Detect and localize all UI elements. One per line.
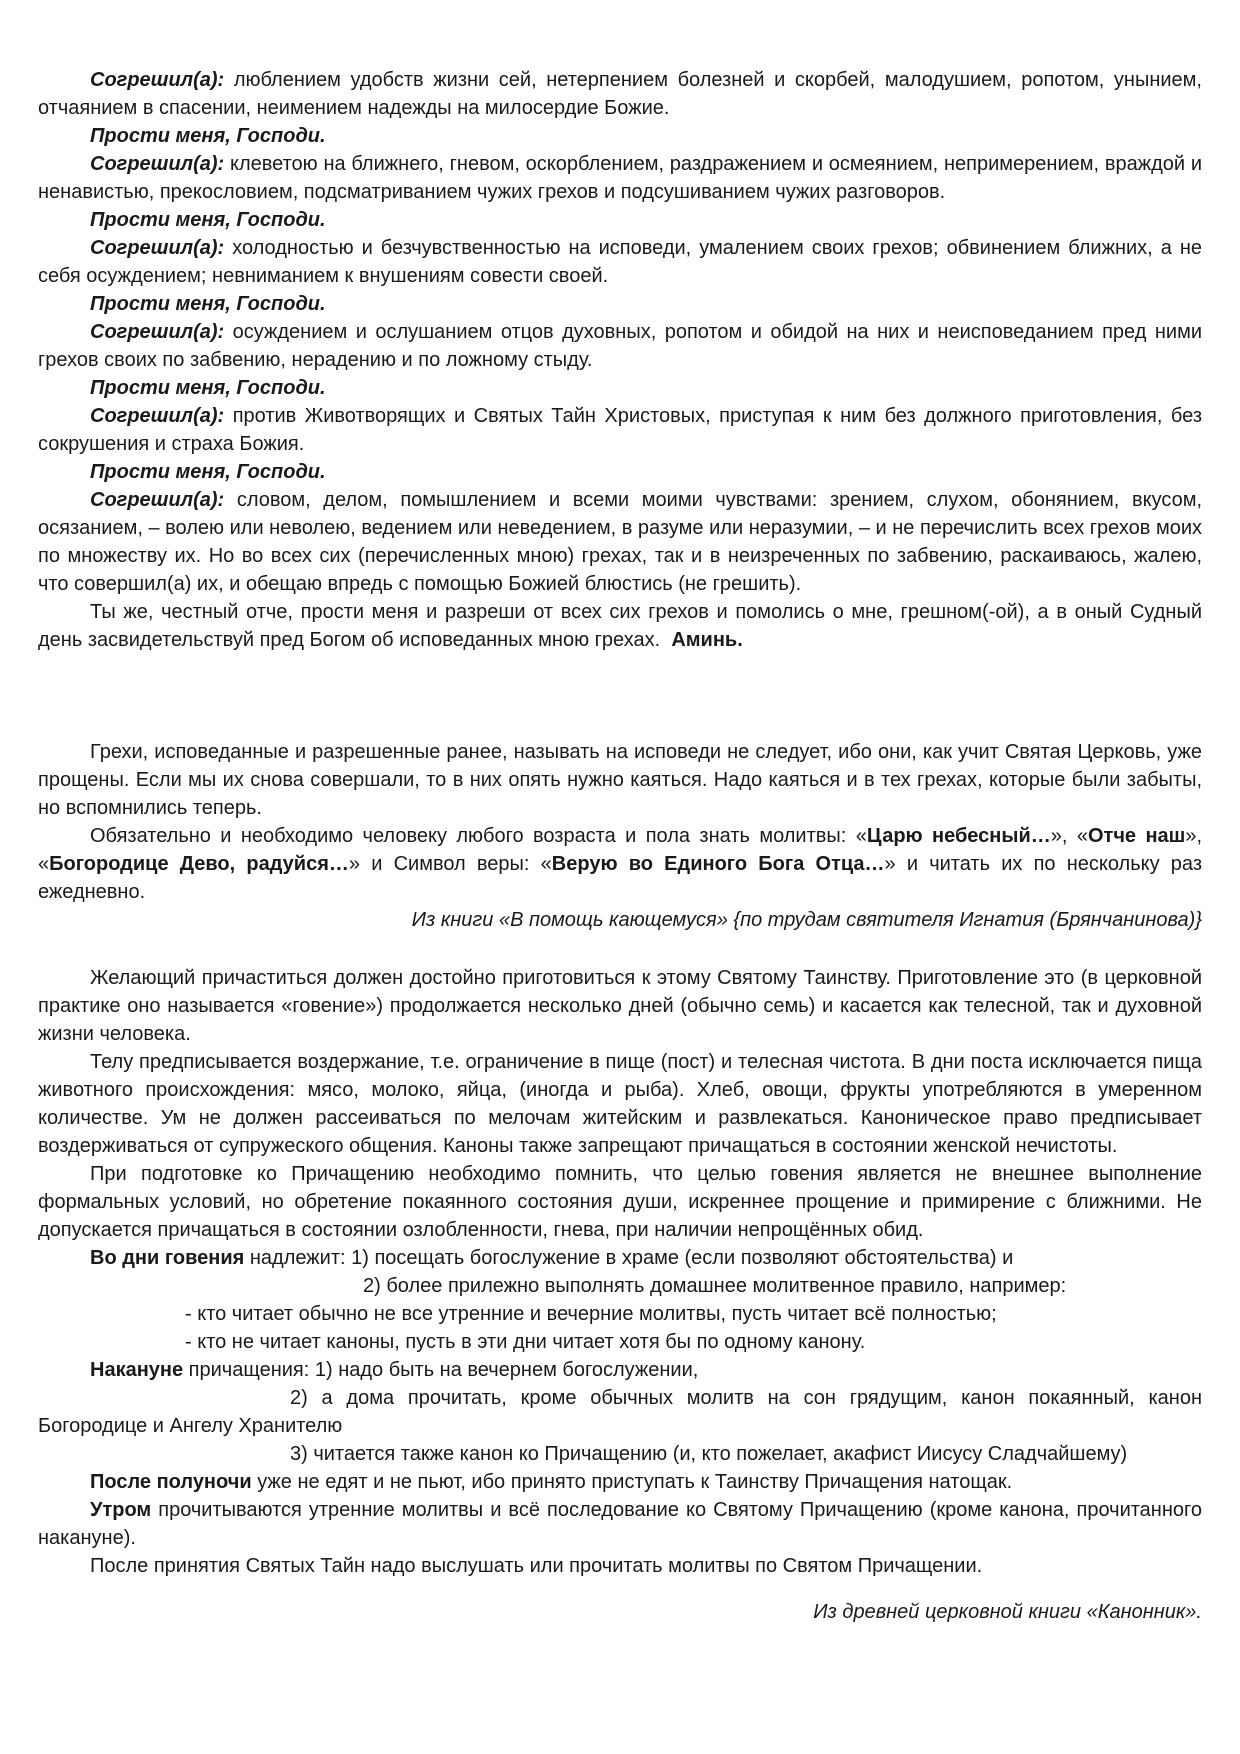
sin-text: холодностью и безчувственностью на исповеди, умалением своих грехов; обвинением ближних, а не себя осуждением; невниманием к внушениям совести своей. — [38, 237, 1202, 287]
text: прочитываются утренние молитвы и всё последование ко Святому Причащению (кроме канона, прочитанного накануне). — [38, 1499, 1202, 1549]
refrain: Прости меня, Господи. — [90, 293, 326, 315]
sin-text: люблением удобств жизни сей, нетерпением болезней и скорбей, малодушием, ропотом, унынием, отчаянием в спасении, неимением надежды на милосердие Божие. — [38, 69, 1202, 119]
text: 2) а дома прочитать, кроме обычных молитв на сон грядущим, канон покаянный, канон — [290, 1387, 1202, 1409]
citation: Из книги «В помощь кающемуся» {по трудам святителя Игнатия (Брянчанинова)} — [411, 909, 1202, 931]
spacer — [38, 1580, 1202, 1598]
sin-paragraph-3 — [38, 234, 1202, 290]
citation: Из древней церковной книги «Канонник». — [813, 1601, 1202, 1623]
sin-paragraph-5 — [38, 402, 1202, 458]
sin-lead: Согрешил(а): — [90, 489, 225, 511]
refrain: Прости меня, Господи. — [90, 125, 326, 147]
fasting-days-subitem: - кто читает обычно не все утренние и вечерние молитвы, пусть читает всё полностью; — [185, 1303, 997, 1325]
sin-paragraph-2 — [38, 150, 1202, 206]
sin-lead: Согрешил(а): — [90, 321, 225, 343]
after-paragraph: После принятия Святых Тайн надо выслушать или прочитать молитвы по Святом Причащении. — [90, 1555, 983, 1577]
text: Богородице и Ангелу Хранителю — [38, 1415, 343, 1437]
prayer-name: Богородице Дево, радуйся… — [49, 853, 349, 875]
fasting-days-item-2: 2) более прилежно выполнять домашнее молитвенное правило, например: — [363, 1275, 1067, 1297]
prayers-paragraph — [38, 822, 1202, 906]
fasting-days-line — [38, 1244, 1202, 1272]
morning-paragraph — [38, 1496, 1202, 1552]
sin-lead: Согрешил(а): — [90, 237, 225, 259]
prayer-name: Отче наш — [1087, 825, 1186, 847]
closing-paragraph — [38, 598, 1202, 654]
text: » и Символ веры: « — [348, 853, 552, 875]
sin-paragraph-1 — [38, 66, 1202, 122]
sin-text: против Животворящих и Святых Тайн Христовых, приступая к ним без должного приготовления, без сокрушения и страха Божия. — [38, 405, 1202, 455]
preparation-paragraph: Желающий причаститься должен достойно приготовиться к этому Святому Таинству. Приготовление это (в церковной практике оно называется «говение») продолжается несколько дней (обычно семь) и касается как телесной, так и духовной жизни человека. — [38, 967, 1202, 1045]
text: », « — [38, 825, 1203, 875]
sin-text: словом, делом, помышлением и всеми моими чувствами: зрением, слухом, обонянием, вкусом, осязанием, – волею или неволею, ведением или неведением, в разуме или неразумии, – и не перечислить всех грехов моих по множеству их. Но во всех сих (перечисленных мною) грехах, так и в неизреченных по забвению, раскаиваюсь, жалею, что совершил(а) их, и обещаю впредь с помощью Божией блюстись (не грешить). — [38, 489, 1202, 595]
prayer-name: Царю небесный… — [866, 825, 1051, 847]
text: » и читать их по нескольку раз ежедневно. — [38, 853, 1203, 903]
eve-lead: Накануне — [90, 1359, 184, 1381]
text: Обязательно и необходимо человеку любого возраста и пола знать молитвы: « — [90, 825, 867, 847]
spacer — [38, 654, 1202, 710]
sin-lead: Согрешил(а): — [90, 405, 225, 427]
text: уже не едят и не пьют, ибо принято приступать к Таинству Причащения натощак. — [251, 1471, 1013, 1493]
sin-paragraph-4 — [38, 318, 1202, 374]
document-page — [38, 66, 1202, 1626]
text: причащения: 1) надо быть на вечернем богослужении, — [183, 1359, 699, 1381]
sin-lead: Согрешил(а): — [90, 69, 225, 91]
fasting-paragraph: Телу предписывается воздержание, т.е. ограничение в пище (пост) и телесная чистота. В дни поста исключается пища животного происхождения: мясо, молоко, яйца, (иногда и рыба). Хлеб, овощи, фрукты употребляются в умеренном количестве. Ум не должен рассеиваться по мелочам житейским и развлекаться. Каноническое право предписывает воздерживаться от супружеского общения. Каноны также запрещают причащаться в состоянии женской нечистоты. — [38, 1051, 1202, 1157]
sin-paragraph-6 — [38, 486, 1202, 598]
eve-line — [38, 1356, 1202, 1384]
text: », « — [1050, 825, 1088, 847]
text: надлежит: 1) посещать богослужение в храме (если позволяют обстоятельства) и — [244, 1247, 1014, 1269]
fasting-days-lead: Во дни говения — [90, 1247, 245, 1269]
sin-text: осуждением и ослушанием отцов духовных, ропотом и обидой на них и неисповеданием пред ними грехов своих по забвению, нерадению и по ложному стыду. — [38, 321, 1202, 371]
refrain: Прости меня, Господи. — [90, 209, 326, 231]
repeated-sins-paragraph: Грехи, исповеданные и разрешенные ранее, называть на исповеди не следует, ибо они, как учит Святая Церковь, уже прощены. Если мы их снова совершали, то в них опять нужно каяться. Надо каяться и в тех грехах, которые были забыты, но вспомнились теперь. — [38, 741, 1202, 819]
eve-item-3: 3) читается также канон ко Причащению (и, кто пожелает, акафист Иисусу Сладчайшему) — [290, 1443, 1128, 1465]
prayer-name: Верую во Единого Бога Отца… — [551, 853, 885, 875]
amen: Аминь. — [671, 629, 743, 651]
midnight-paragraph — [38, 1468, 1202, 1496]
eve-item-2 — [38, 1384, 1202, 1440]
spacer — [38, 934, 1202, 964]
refrain: Прости меня, Господи. — [90, 377, 326, 399]
fasting-days-subitem: - кто не читает каноны, пусть в эти дни читает хотя бы по одному канону. — [185, 1331, 866, 1353]
sin-text: клеветою на ближнего, гневом, оскорблением, раздражением и осмеянием, непримерением, враждой и ненавистью, прекословием, подсматриванием чужих грехов и подсушиванием чужих разговоров. — [38, 153, 1202, 203]
sin-lead: Согрешил(а): — [90, 153, 225, 175]
refrain: Прости меня, Господи. — [90, 461, 326, 483]
repentance-paragraph: При подготовке ко Причащению необходимо помнить, что целью говения является не внешнее выполнение формальных условий, но обретение покаянного состояния души, искреннее прощение и примирение с ближними. Не допускается причащаться в состоянии озлобленности, гнева, при наличии непрощённых обид. — [38, 1163, 1202, 1241]
morning-lead: Утром — [90, 1499, 152, 1521]
midnight-lead: После полуночи — [90, 1471, 252, 1493]
spacer — [38, 710, 1202, 738]
closing-text: Ты же, честный отче, прости меня и разреши от всех сих грехов и помолись о мне, грешном(-ой), а в оный Судный день засвидетельствуй пред Богом об исповеданных мною грехах. — [38, 601, 1202, 651]
